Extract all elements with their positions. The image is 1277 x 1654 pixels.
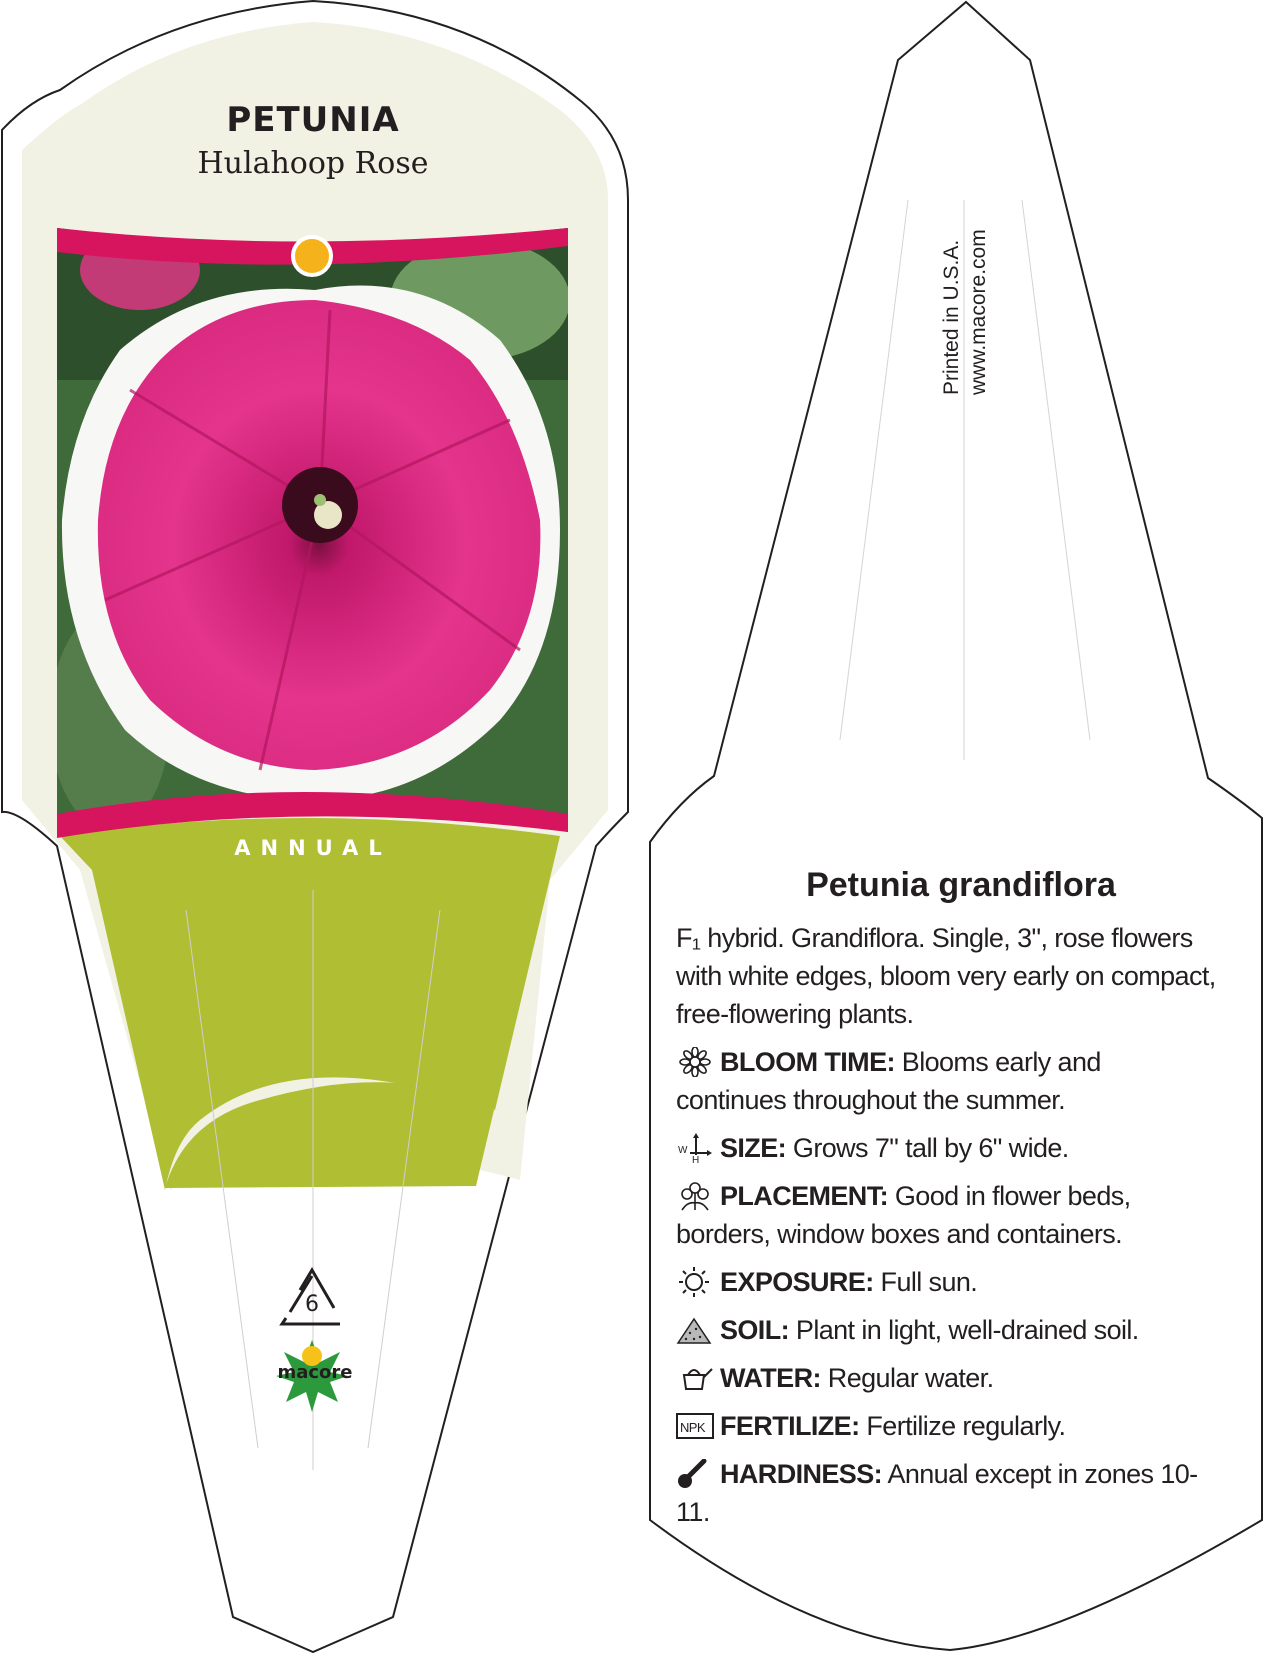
attr-size: W H SIZE: Grows 7" tall by 6" wide. [676, 1129, 1216, 1167]
attr-fertilize: NPK FERTILIZE: Fertilize regularly. [676, 1407, 1216, 1445]
attr-exposure: EXPOSURE: Full sun. [676, 1263, 1216, 1301]
cultivar-name: Hulahoop Rose [197, 146, 429, 181]
size-icon [676, 1133, 714, 1163]
watering-can-icon [676, 1363, 714, 1393]
npk-icon [676, 1411, 714, 1441]
attr-water: WATER: Regular water. [676, 1359, 1216, 1397]
placement-icon [676, 1181, 714, 1211]
plant-category: ANNUAL [234, 836, 392, 860]
print-info [938, 195, 998, 395]
attr-bloom-time: BLOOM TIME: Blooms early and continues throughout the summer. [676, 1047, 1101, 1115]
recycle-number: 6 [305, 1292, 319, 1317]
logo-text: macore [277, 1362, 353, 1383]
plant-description: F₁ hybrid. Grandiflora. Single, 3", rose flowers with white edges, bloom very early on compact, free-flowering plants. [676, 923, 1216, 1029]
svg-text:NPK: NPK [680, 1420, 705, 1435]
thermometer-icon [676, 1459, 714, 1489]
plant-name: PETUNIA [226, 100, 400, 140]
sun-icon [676, 1267, 714, 1297]
website-text: www.macore.com [967, 229, 990, 395]
attr-soil: SOIL: Plant in light, well-drained soil. [676, 1311, 1216, 1349]
attr-hardiness: HARDINESS: Annual except in zones 10-11. [676, 1459, 1198, 1527]
botanical-name: Petunia grandiflora [806, 866, 1116, 904]
svg-text:H: H [692, 1155, 699, 1163]
soil-icon [676, 1315, 714, 1345]
printed-in-text: Printed in U.S.A. [940, 239, 963, 395]
back-info [676, 866, 1216, 1541]
attr-placement: PLACEMENT: Good in flower beds, borders, window boxes and containers. [676, 1181, 1131, 1249]
flower-icon [676, 1047, 714, 1077]
svg-text:W: W [678, 1145, 687, 1156]
